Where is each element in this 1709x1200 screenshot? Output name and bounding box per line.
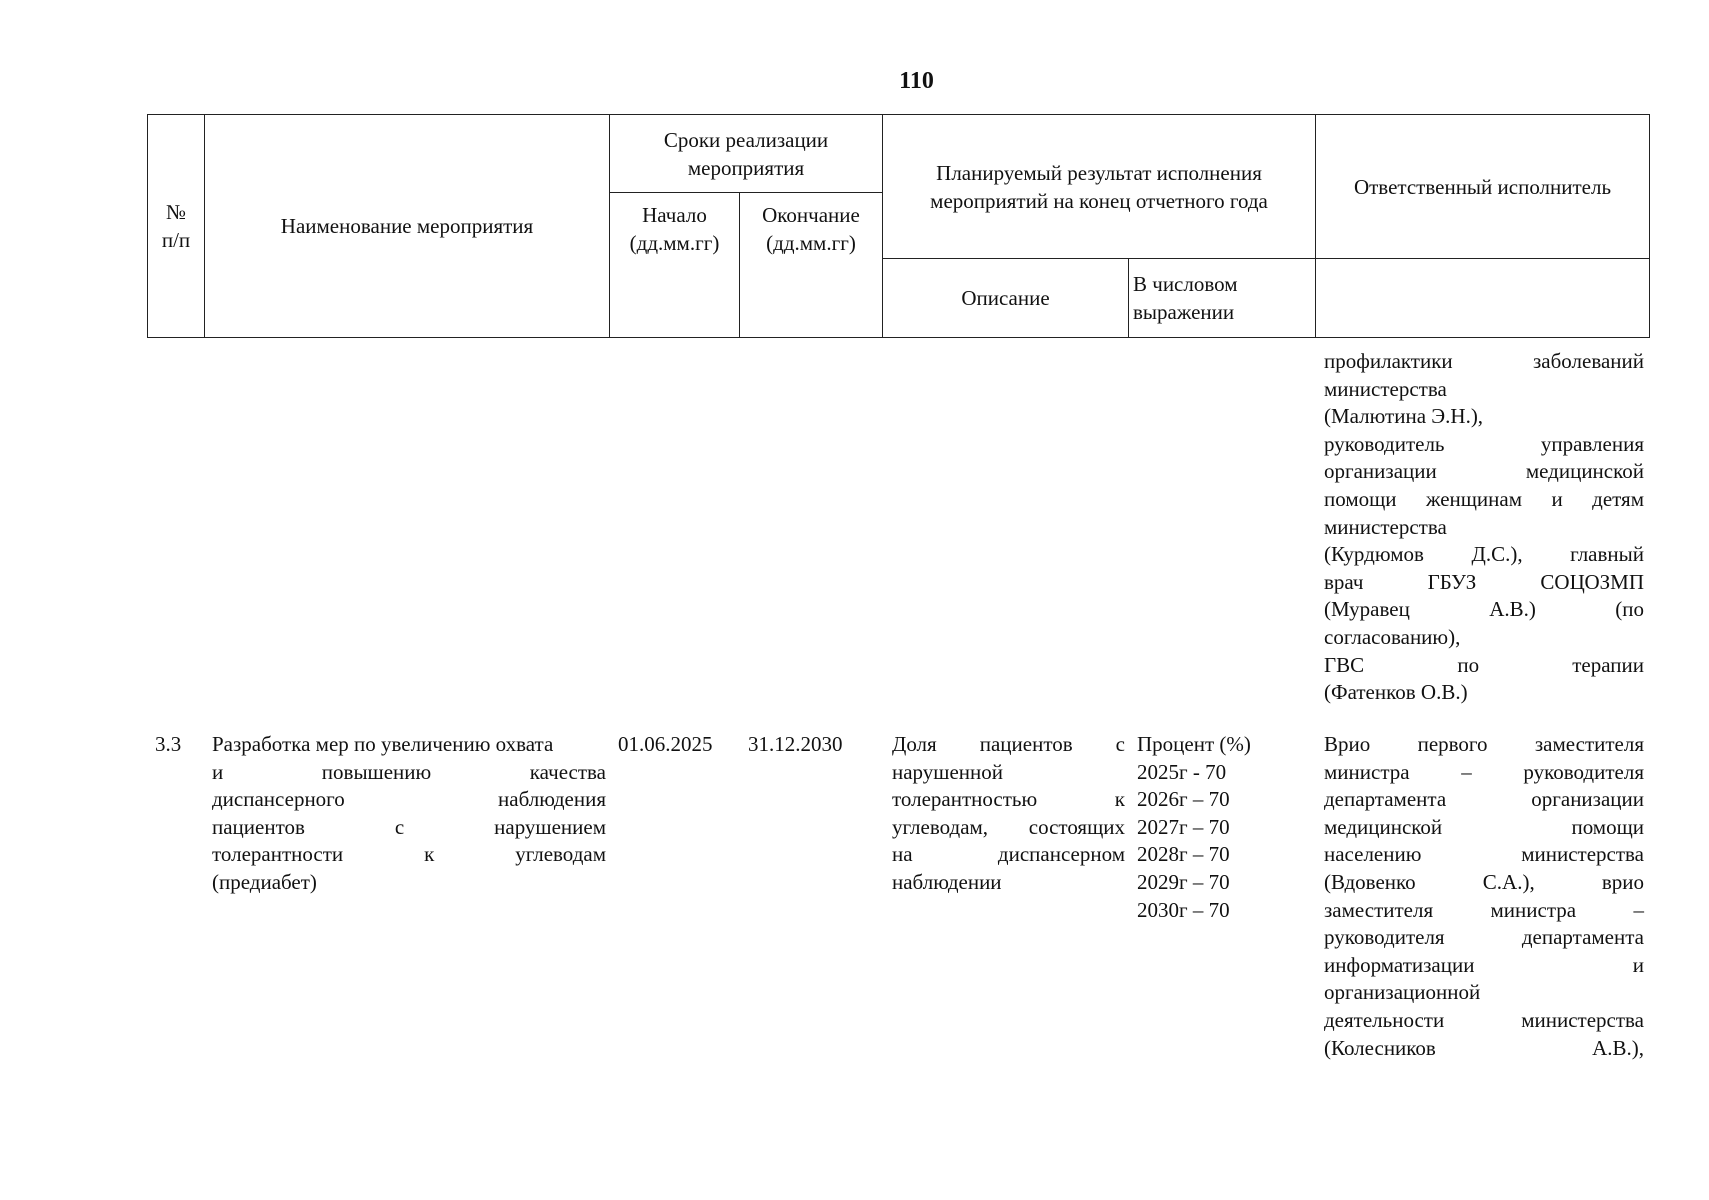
table-header	[147, 114, 1650, 338]
text-line: углеводам, состоящих	[892, 814, 1125, 839]
text-line: 2029г – 70	[1137, 869, 1230, 894]
text-line: (Малютина Э.Н.),	[1324, 404, 1484, 429]
text-line: информатизации и	[1324, 952, 1644, 977]
text-line: Врио первого заместителя	[1324, 732, 1644, 756]
row-start: 01.06.2025	[618, 732, 713, 756]
row-end: 31.12.2030	[748, 732, 843, 756]
row-responsible	[1324, 731, 1644, 1062]
text-line: диспансерного наблюдения	[212, 787, 606, 812]
text-line: организационной	[1324, 980, 1481, 1005]
text-line: толерантностью к	[892, 787, 1125, 812]
text-line: на диспансерном	[892, 842, 1125, 867]
text-line: 2026г – 70	[1137, 787, 1230, 812]
text-line: министерства	[1324, 514, 1447, 539]
text-line: (Колесников А.В.),	[1324, 1035, 1644, 1060]
text-line: министерства	[1324, 376, 1447, 401]
text-line: населению министерства	[1324, 842, 1644, 867]
header-terms: Сроки реализации мероприятия	[610, 115, 883, 193]
text-line: пациентов с нарушением	[212, 814, 606, 839]
text-line: и повышению качества	[212, 759, 606, 784]
row-numeric	[1137, 731, 1317, 924]
text-line: организации медицинской	[1324, 459, 1644, 484]
header-num: № п/п	[148, 115, 205, 338]
text-line: Процент (%)	[1137, 732, 1251, 756]
header-responsible-empty	[1316, 259, 1650, 338]
text-line: деятельности министерства	[1324, 1007, 1644, 1032]
text-line: (Фатенков О.В.)	[1324, 680, 1468, 705]
text-line: (предиабет)	[212, 869, 317, 894]
header-responsible: Ответственный исполнитель	[1316, 115, 1650, 259]
text-line: ГВС по терапии	[1324, 652, 1644, 677]
page-number: 110	[899, 68, 934, 94]
text-line: помощи женщинам и детям	[1324, 486, 1644, 511]
text-line: Доля пациентов с	[892, 732, 1125, 756]
row-num: 3.3	[155, 732, 182, 756]
text-line: заместителя министра –	[1324, 897, 1644, 922]
text-line: нарушенной	[892, 759, 1003, 784]
text-line: профилактики заболеваний	[1324, 349, 1644, 373]
text-line: 2025г - 70	[1137, 759, 1227, 784]
continuation-responsible	[1324, 348, 1644, 707]
header-numeric: В числовом выражении	[1129, 259, 1316, 338]
header-start: Начало (дд.мм.гг)	[610, 193, 740, 338]
header-end: Окончание (дд.мм.гг)	[740, 193, 883, 338]
row-name	[212, 731, 606, 897]
text-line: наблюдении	[892, 869, 1002, 894]
text-line: врач ГБУЗ СОЦОЗМП	[1324, 569, 1644, 594]
text-line: толерантности к углеводам	[212, 842, 606, 867]
text-line: согласованию),	[1324, 624, 1461, 649]
text-line: руководитель управления	[1324, 431, 1644, 456]
text-line: департамента организации	[1324, 787, 1644, 812]
text-line: 2028г – 70	[1137, 842, 1230, 867]
text-line: (Вдовенко С.А.), врио	[1324, 869, 1644, 894]
text-line: (Муравец А.В.) (по	[1324, 597, 1644, 622]
text-line: 2027г – 70	[1137, 814, 1230, 839]
text-line: медицинской помощи	[1324, 814, 1644, 839]
text-line: руководителя департамента	[1324, 925, 1644, 950]
text-line: 2030г – 70	[1137, 897, 1230, 922]
header-description: Описание	[883, 259, 1129, 338]
text-line: Разработка мер по увеличению охвата	[212, 732, 554, 756]
text-line: министра – руководителя	[1324, 759, 1644, 784]
header-name: Наименование мероприятия	[205, 115, 610, 338]
text-line: (Курдюмов Д.С.), главный	[1324, 542, 1644, 567]
header-result: Планируемый результат исполнения мероприятий на конец отчетного года	[883, 115, 1316, 259]
row-description	[892, 731, 1125, 897]
